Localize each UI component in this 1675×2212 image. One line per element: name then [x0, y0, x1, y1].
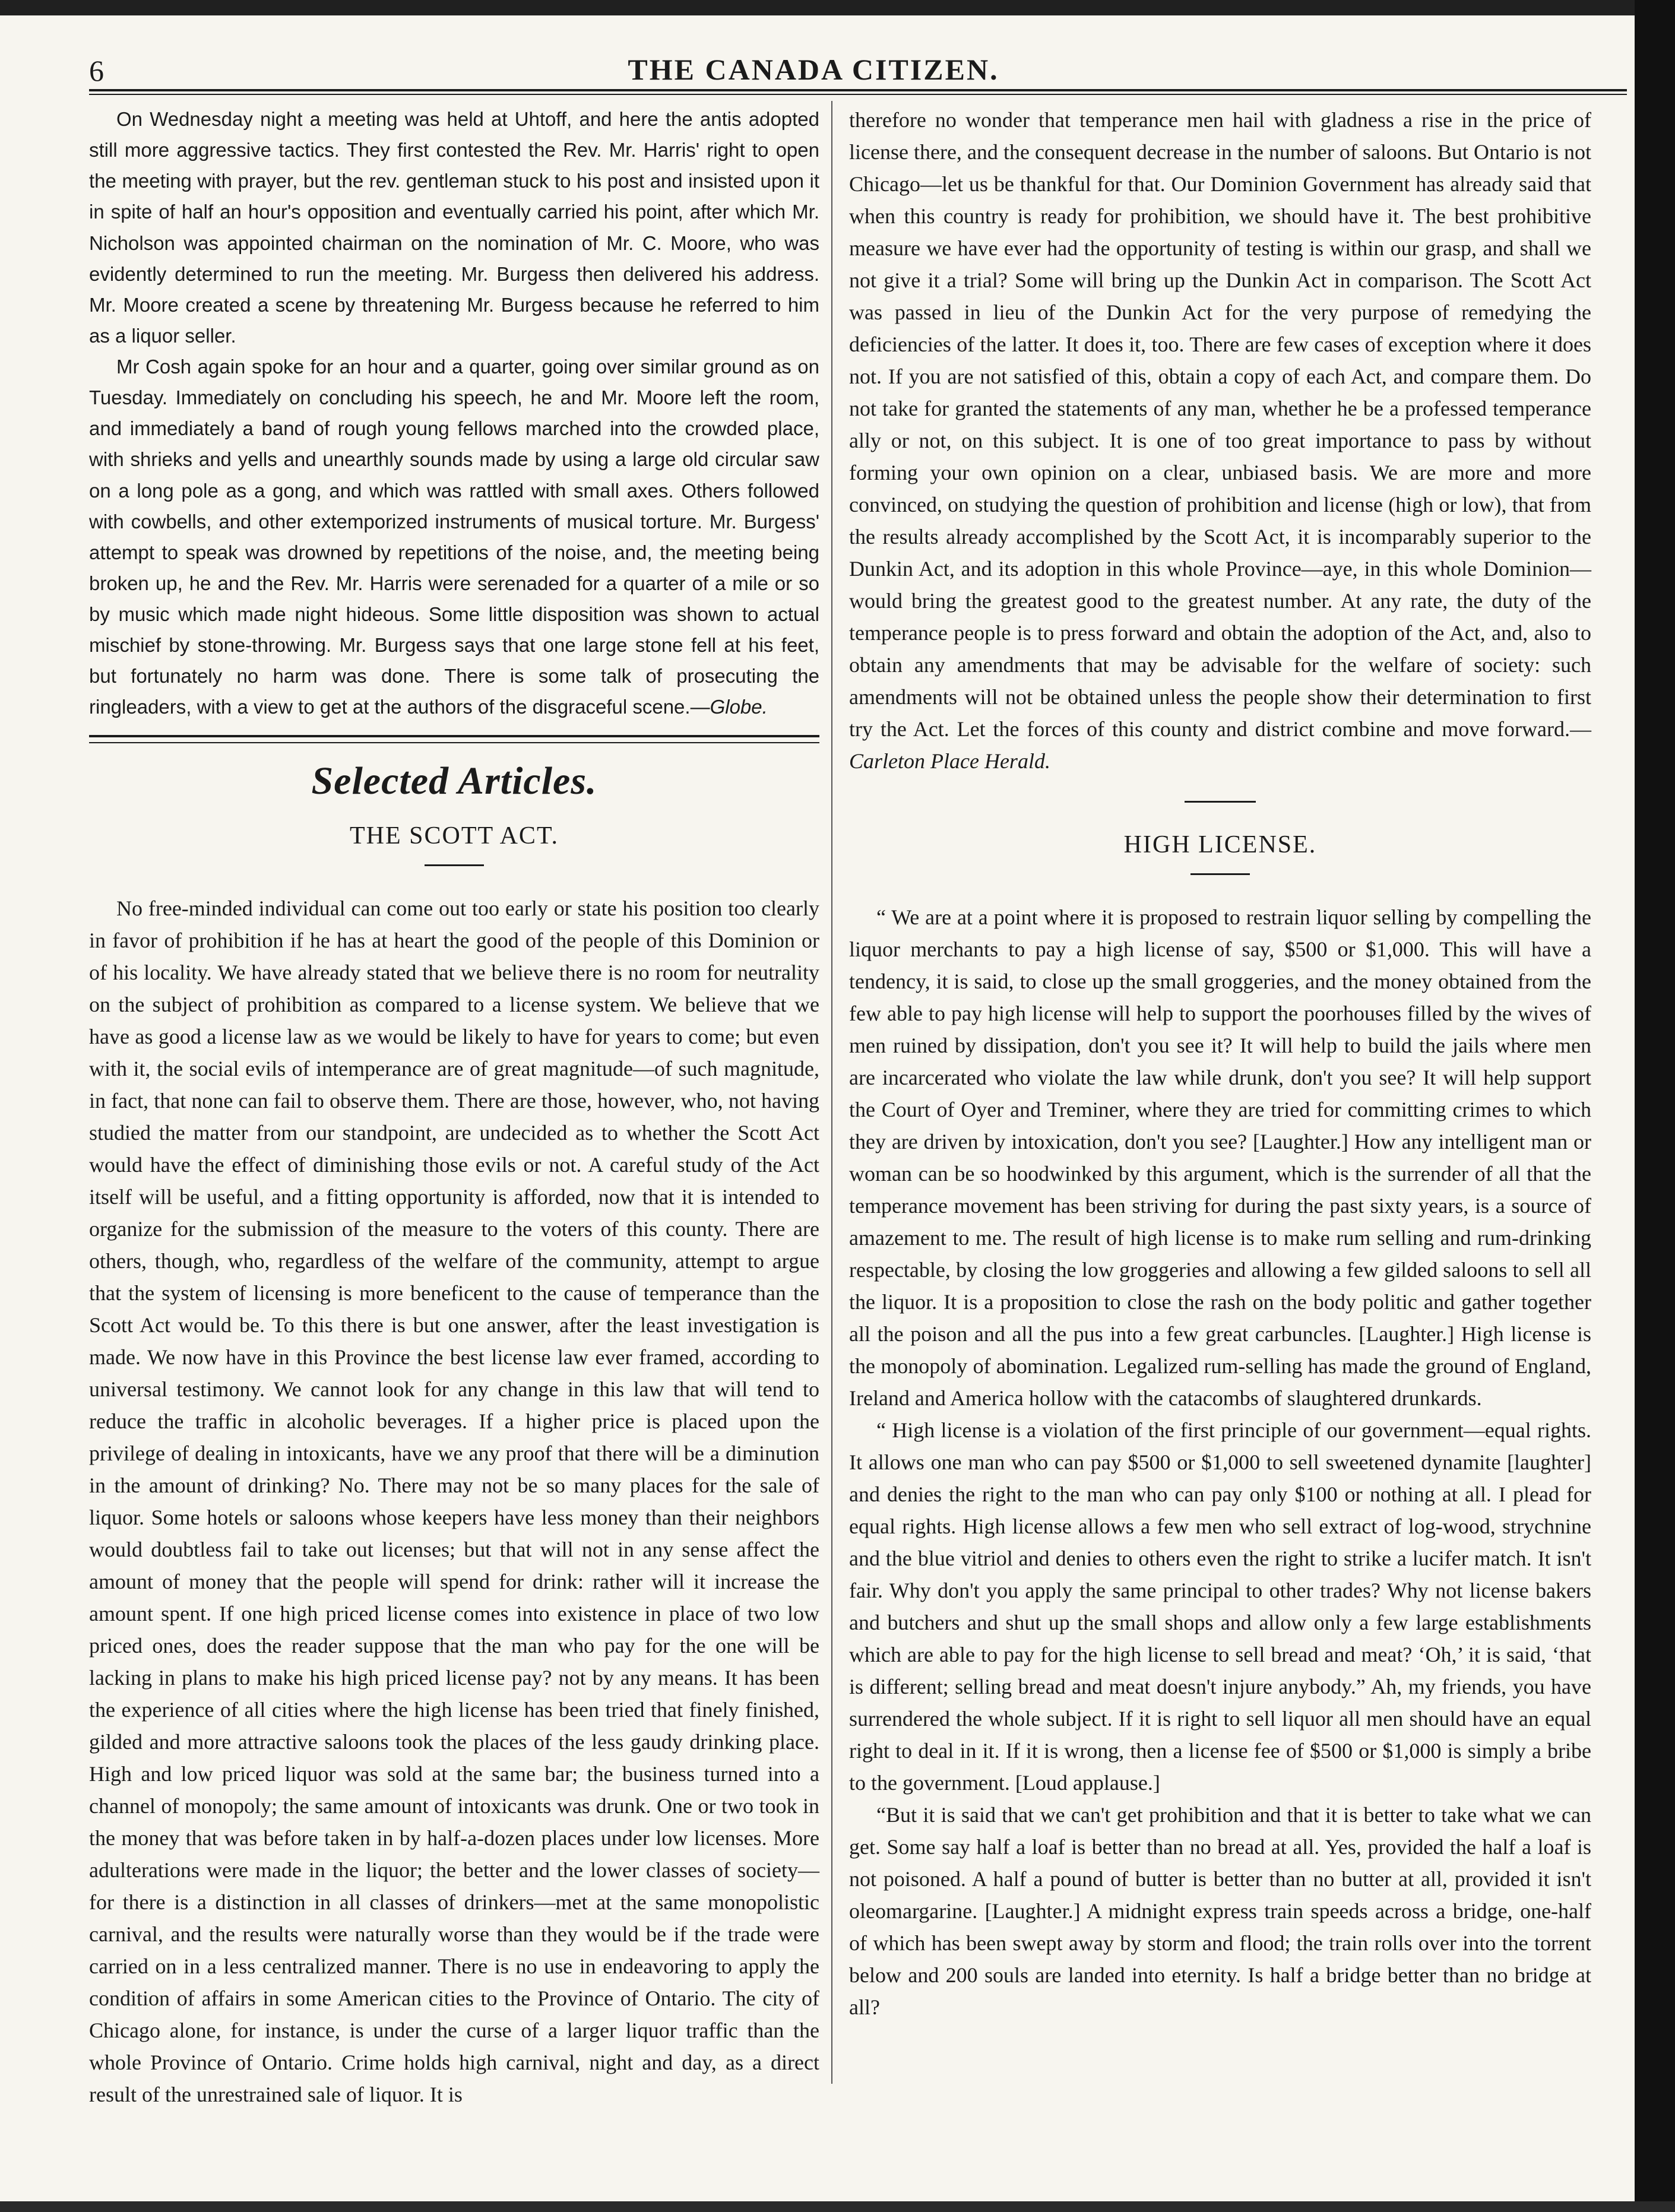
article-paragraph-text: therefore no wonder that temperance men hail with gladness a rise in the price of license there, and the consequent decrease in the number of saloons. But Ontario is not Chicago—let us be thankful for that. Our Dominion Government has already said that when this country is ready for prohibition, we should have it. The best prohibitive measure we have ever had the opportunity of testing is within our grasp, and shall we not give it a trial? Some will bring up the Dunkin Act in comparison. The Scott Act was passed in lieu of the Dunkin Act for the very purpose of remedying the deficiencies of the latter. It does it, too. There are few cases of exception where it does not. If you are not satisfied of this, obtain a copy of each Act, and compare them. Do not take for granted the statements of any man, whether he be a professed temperance ally or not, on this subject. It is one of too great importance to pass by without forming your own opinion on a clear, unbiased basis. We are more and more convinced, on studying the question of prohibition and license (high or low), that from the results already accomplished by the Scott Act, it is incomparably superior to the Dunkin Act, and its adoption in this whole Province—aye, in this whole Dominion—would bring the greatest good to the greatest number. At any rate, the duty of the temperance people is to press forward and obtain the adoption of the Act, and, also to obtain any amendments that may be advisable for the welfare of society: such amendments will not be obtained unless the people show their determination to first try the Act. Let the forces of this county and district combine and move forward. [849, 108, 1591, 741]
right-column [849, 104, 1591, 2023]
news-paragraph: On Wednesday night a meeting was held at Uhtoff, and here the antis adopted still more aggressive tactics. They first contested the Rev. Mr. Harris' right to open the meeting with prayer, but the rev. gentleman stuck to his post and insisted upon it in spite of half an hour's opposition and eventually carried his point, after which Mr. Nicholson was appointed chairman on the nomination of Mr. C. Moore, who was evidently determined to run the meeting. Mr. Burgess then delivered his address. Mr. Moore created a scene by threatening Mr. Burgess because he referred to him as a liquor seller. [89, 108, 819, 347]
article-source: Carleton Place Herald. [849, 749, 1050, 773]
scan-edge-right [1635, 0, 1675, 2212]
article-paragraph: therefore no wonder that temperance men hail with gladness a rise in the price of license there, and the consequent decrease in the number of saloons. But Ontario is not Chicago—let us be thankful for that. Our Dominion Government has already said that when this country is ready for prohibition, we should have it. The best prohibitive measure we have ever had the opportunity of testing is within our grasp, and shall we not give it a trial? Some will bring up the Dunkin Act in comparison. The Scott Act was passed in lieu of the Dunkin Act for the very purpose of remedying the deficiencies of the latter. It does it, too. There are few cases of exception where it does not. If you are not satisfied of this, obtain a copy of each Act, and compare them. Do not take for granted the statements of any man, whether he be a professed temperance ally or not, on this subject. It is one of too great importance to pass by without forming your own opinion on a clear, unbiased basis. We are more and more convinced, on studying the question of prohibition and license (high or low), that from the results already accomplished by the Scott Act, it is incomparably superior to the Dunkin Act, and its adoption in this whole Province—aye, in this whole Dominion—would bring the greatest good to the greatest number. At any rate, the duty of the temperance people is to press forward and obtain the adoption of the Act, and, also to obtain any amendments that may be advisable for the welfare of society: such amendments will not be obtained unless the people show their determination to first try the Act. Let the forces of this county and district combine and move forward.—Carleton Place Herald. [849, 108, 1591, 773]
left-column [89, 104, 819, 2110]
article-separator [1185, 801, 1256, 803]
page-number: 6 [89, 54, 104, 87]
news-source: Globe. [710, 696, 768, 718]
section-heading: Selected Articles. [311, 759, 597, 803]
scan-edge-top [0, 0, 1675, 15]
article-title-high-license: HIGH LICENSE. [1123, 831, 1317, 858]
page-title: THE CANADA CITIZEN. [628, 53, 999, 86]
news-report [89, 104, 819, 723]
scan-edge-bottom [0, 2201, 1675, 2212]
header-rule [89, 89, 1627, 95]
article-paragraph: “ High license is a violation of the first principle of our government—equal rights. It allows one man who can pay $500 or $1,000 to sell sweetened dynamite [laughter] and denies the right to the man who can pay only $100 or nothing at all. I plead for equal rights. High license allows a few men who sell extract of log-wood, strychnine and the blue vitriol and denies to others even the right to strike a lucifer match. It isn't fair. Why don't you apply the same principal to other trades? Why not license bakers and butchers and shut up the small shops and allow only a few large establishments which are able to pay for the high license to sell bread and meat? ‘Oh,’ it is said, ‘that is different; selling bread and meat doesn't injure anybody.” Ah, my friends, you have surrendered the whole subject. If it is right to sell liquor all men should have an equal right to deal in it. If it is wrong, then a license fee of $500 or $1,000 is simply a bribe to the government. [Loud applause.] [849, 1418, 1591, 1795]
column-divider [831, 101, 832, 2084]
news-paragraph-text: Mr Cosh again spoke for an hour and a quarter, going over similar ground as on Tuesday. Immediately on concluding his speech, he and Mr. Moore left the room, and immediately a band of rough young fellows marched into the crowded place, with shrieks and yells and unearthly sounds made by using a large old circular saw on a long pole as a gong, and which was rattled with small axes. Others followed with cowbells, and other extemporized instruments of musical torture. Mr. Burgess' attempt to speak was drowned by repetitions of the noise, and, the meeting being broken up, he and the Rev. Mr. Harris were serenaded for a quarter of a mile or so by music which made night hideous. Some little disposition was shown to actual mischief by stone-throwing. Mr. Burgess says that one large stone fell at his feet, but fortunately no harm was done. There is some talk of prosecuting the ringleaders, with a view to get at the authors of the disgraceful scene. [89, 356, 819, 718]
article-paragraph: “ We are at a point where it is proposed to restrain liquor selling by compelling the liquor merchants to pay a high license of say, $500 or $1,000. This will have a tendency, it is said, to close up the small groggeries, and the money obtained from the few able to pay high license will help to support the poorhouses filled by the wives of men ruined by dissipation, don't you see it? It will help to build the jails where men are incarcerated who violate the law while drunk, don't you see? It will help support the Court of Oyer and Treminer, where they are tried for committing crimes to which they are driven by intoxication, don't you see? [Laughter.] How any intelligent man or woman can be so hoodwinked by this argument, which is the surrender of all that the temperance movement has been striving for during the past sixty years, is a source of amazement to me. The result of high license is to make rum selling and rum-drinking respectable, by closing the low groggeries and allowing a few gilded saloons to sell all the liquor. It is a proposition to close the rash on the body politic and gather together all the poison and all the pus into a few great carbuncles. [Laughter.] High license is the monopoly of abomination. Legalized rum-selling has made the ground of England, Ireland and America hollow with the catacombs of slaughtered drunkards. [849, 905, 1591, 1410]
article-paragraph: No free-minded individual can come out too early or state his position too clearly in favor of prohibition if he has at heart the good of the people of this Dominion or of his locality. We have already stated that we believe there is no room for neutrality on the subject of prohibition as compared to a license system. We believe that we have as good a license law as we would be likely to have for years to come; but even with it, the social evils of intemperance are of great magnitude—of such magnitude, in fact, that none can fail to observe them. There are those, however, who, not having studied the matter from our standpoint, are undecided as to whether the Scott Act would have the effect of diminishing those evils or not. A careful study of the Act itself will be useful, and a fitting opportunity is afforded, now that it is intended to organize for the submission of the measure to the voters of this county. There are others, though, who, regardless of the welfare of the community, attempt to argue that the system of licensing is more beneficent to the cause of temperance than the Scott Act would be. To this there is but one answer, after the least investigation is made. We now have in this Province the best license law ever framed, according to universal testimony. We cannot look for any change in this law that will tend to reduce the traffic in alcoholic beverages. If a higher price is placed upon the privilege of dealing in intoxicants, have we any proof that there will be a diminution in the amount of drinking? No. There may not be so many places for the sale of liquor. Some hotels or saloons whose keepers have less money than their neighbors would doubtless fail to take out licenses; but that will not in any sense affect the amount of money that the people will spend for drink: rather will it increase the amount spent. If one high priced license comes into existence in place of two low priced ones, does the reader suppose that the man who pay for the one will be lacking in plans to make his high priced license pay? not by any means. It has been the experience of all cities where the high license has been tried that finely finished, gilded and more attractive saloons took the places of the less gaudy drinking place. High and low priced liquor was sold at the same bar; the business turned into a channel of monopoly; the same amount of intoxicants was drunk. One or two took in the money that was before taken in by half-a-dozen places under low licenses. More adulterations were made in the liquor; the better and the lower classes of society—for there is a distinction in all classes of drinkers—met at the same monopolistic carnival, and the results were naturally worse than they would be if the trade were carried on in a less centralized manner. There is no use in endeavoring to apply the condition of affairs in some American cities to the Province of Ontario. The city of Chicago alone, for instance, is under the curse of a larger liquor traffic than the whole Province of Ontario. Crime holds high carnival, night and day, as a direct result of the unrestrained sale of liquor. It is [89, 896, 819, 2106]
section-rule [89, 735, 819, 743]
article-paragraph: “But it is said that we can't get prohibition and that it is better to take what we can get. Some say half a loaf is better than no bread at all. Yes, provided the half a loaf is not poisoned. A half a pound of butter is better than no butter at all, provided it isn't oleomargarine. [Laughter.] A midnight express train speeds across a bridge, one-half of which has been swept away by storm and flood; the train rolls over into the torrent below and 200 souls are landed into eternity. Is half a bridge better than no bridge at all? [849, 1803, 1591, 2019]
article-title-scott-act: THE SCOTT ACT. [350, 822, 559, 850]
title-rule [425, 864, 484, 866]
title-rule [1190, 873, 1250, 875]
news-paragraph: Mr Cosh again spoke for an hour and a quarter, going over similar ground as on Tuesday. Immediately on concluding his speech, he and Mr. Moore left the room, and immediately a band of rough young fellows marched into the crowded place, with shrieks and yells and unearthly sounds made by using a large old circular saw on a long pole as a gong, and which was rattled with small axes. Others followed with cowbells, and other extemporized instruments of musical torture. Mr. Burgess' attempt to speak was drowned by repetitions of the noise, and, the meeting being broken up, he and the Rev. Mr. Harris were serenaded for a quarter of a mile or so by music which made night hideous. Some little disposition was shown to actual mischief by stone-throwing. Mr. Burgess says that one large stone fell at his feet, but fortunately no harm was done. There is some talk of prosecuting the ringleaders, with a view to get at the authors of the disgraceful scene.—Globe. [89, 356, 819, 718]
